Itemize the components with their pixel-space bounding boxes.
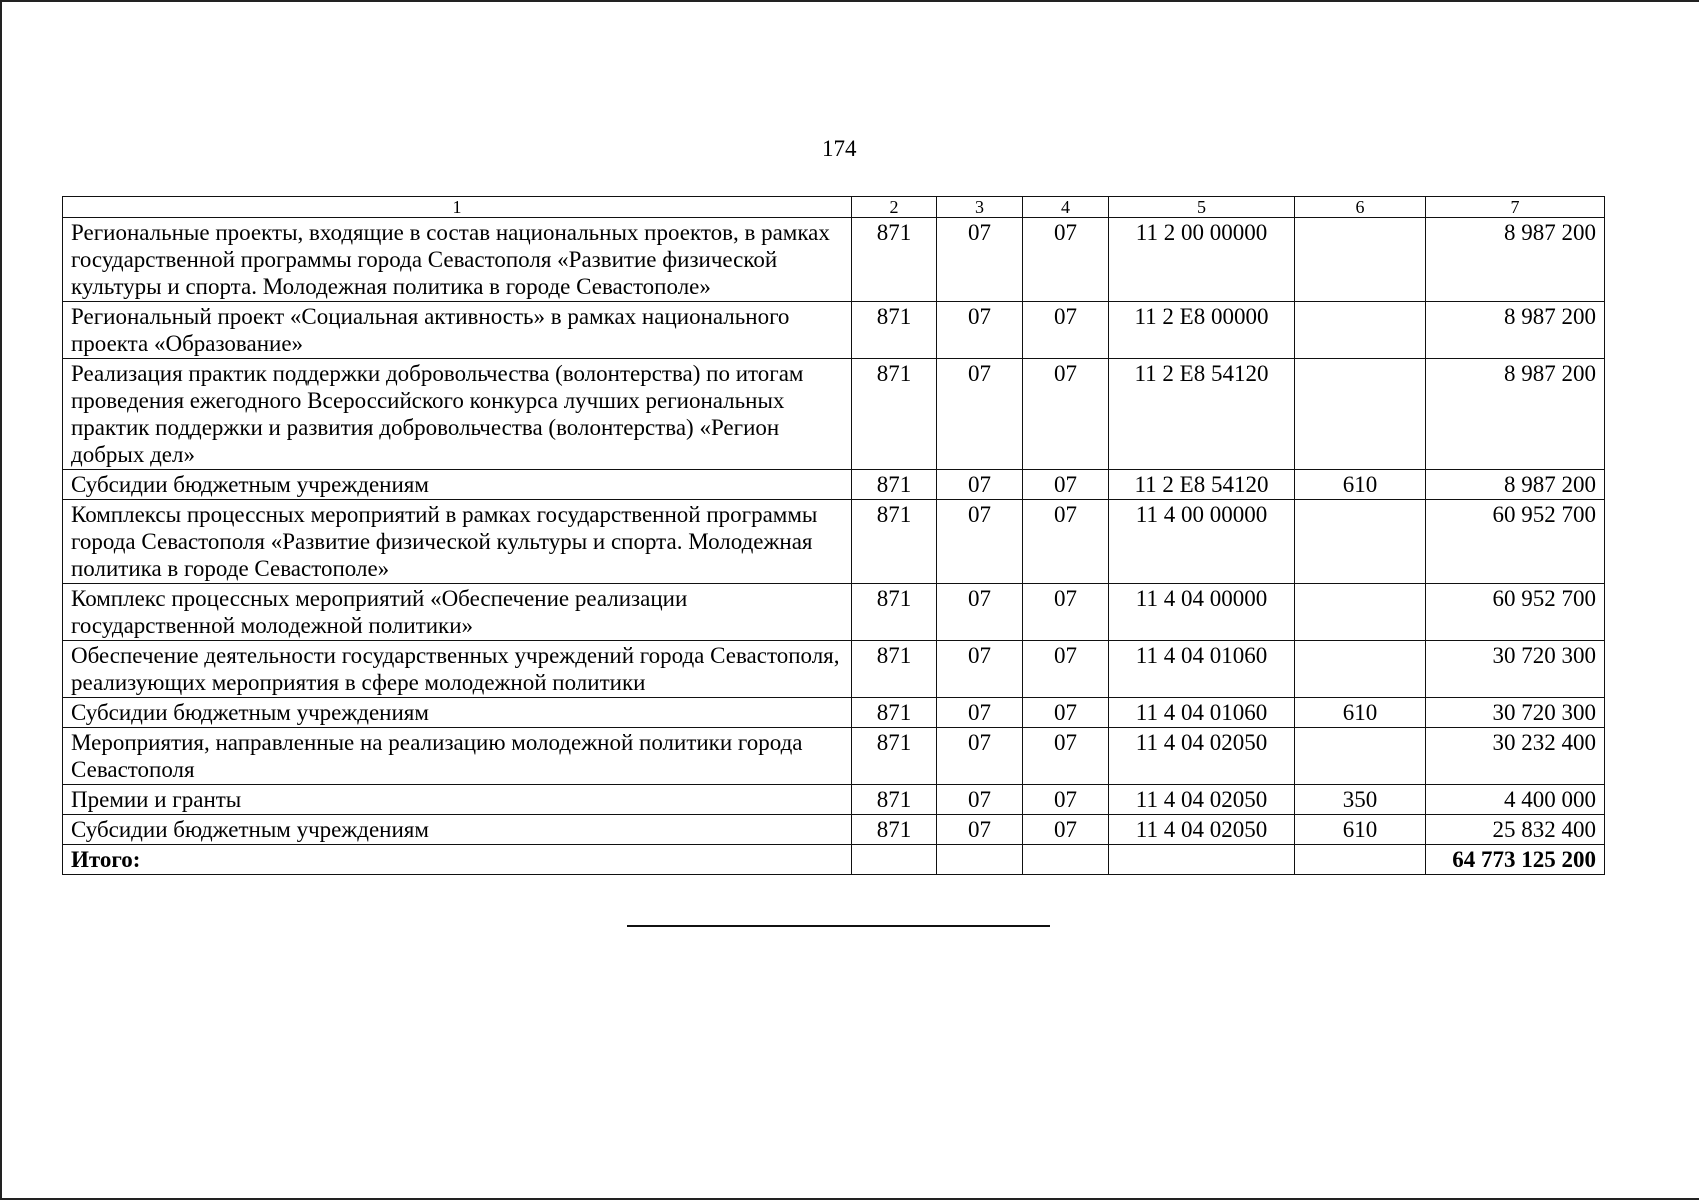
column-header: 7 [1426,197,1605,218]
section-code: 07 [937,785,1023,815]
row-name: Региональный проект «Социальная активность» в рамках национального проекта «Образование» [63,302,852,359]
section-code: 07 [937,359,1023,470]
subsection-code: 07 [1023,470,1109,500]
ministry-code: 871 [852,641,937,698]
ministry-code: 871 [852,470,937,500]
amount: 30 720 300 [1426,698,1605,728]
target-article-code: 11 2 E8 54120 [1109,470,1295,500]
target-article-code: 11 4 04 00000 [1109,584,1295,641]
amount: 8 987 200 [1426,218,1605,302]
section-code: 07 [937,815,1023,845]
table-row [63,815,1605,845]
target-article-code: 11 2 00 00000 [1109,218,1295,302]
target-article-code: 11 4 04 02050 [1109,815,1295,845]
subsection-code: 07 [1023,641,1109,698]
subsection-code: 07 [1023,815,1109,845]
table-row [63,359,1605,470]
subsection-code: 07 [1023,698,1109,728]
target-article-code: 11 4 00 00000 [1109,500,1295,584]
table-row [63,470,1605,500]
table-row [63,728,1605,785]
subsection-code: 07 [1023,302,1109,359]
section-code: 07 [937,470,1023,500]
amount: 8 987 200 [1426,302,1605,359]
expense-type-code [1295,359,1426,470]
subsection-code: 07 [1023,785,1109,815]
row-name: Региональные проекты, входящие в состав национальных проектов, в рамках государственной программы города Севастополя «Развитие физической культуры и спорта. Молодежная политика в городе Севастополе» [63,218,852,302]
amount: 4 400 000 [1426,785,1605,815]
budget-table [62,196,1605,875]
row-name: Комплекс процессных мероприятий «Обеспечение реализации государственной молодежной политики» [63,584,852,641]
ministry-code: 871 [852,698,937,728]
amount: 60 952 700 [1426,500,1605,584]
page-number: 174 [822,136,857,161]
section-code: 07 [937,584,1023,641]
ministry-code: 871 [852,785,937,815]
expense-type-code [1295,302,1426,359]
table-row [63,218,1605,302]
subsection-code: 07 [1023,500,1109,584]
amount: 25 832 400 [1426,815,1605,845]
expense-type-code [1295,641,1426,698]
ministry-code: 871 [852,584,937,641]
row-name: Обеспечение деятельности государственных учреждений города Севастополя, реализующих мероприятия в сфере молодежной политики [63,641,852,698]
expense-type-code: 610 [1295,815,1426,845]
row-name: Субсидии бюджетным учреждениям [63,815,852,845]
expense-type-code: 350 [1295,785,1426,815]
target-article-code: 11 2 E8 00000 [1109,302,1295,359]
total-amount: 64 773 125 200 [1426,845,1605,875]
amount: 60 952 700 [1426,584,1605,641]
empty-cell [852,845,937,875]
ministry-code: 871 [852,815,937,845]
ministry-code: 871 [852,359,937,470]
target-article-code: 11 4 04 01060 [1109,698,1295,728]
table-row [63,698,1605,728]
amount: 8 987 200 [1426,470,1605,500]
ministry-code: 871 [852,728,937,785]
section-code: 07 [937,698,1023,728]
expense-type-code [1295,584,1426,641]
empty-cell [1023,845,1109,875]
row-name: Мероприятия, направленные на реализацию молодежной политики города Севастополя [63,728,852,785]
expense-type-code: 610 [1295,698,1426,728]
subsection-code: 07 [1023,218,1109,302]
expense-type-code [1295,500,1426,584]
table-row [63,785,1605,815]
table-row [63,584,1605,641]
empty-cell [1109,845,1295,875]
table-row [63,641,1605,698]
amount: 8 987 200 [1426,359,1605,470]
row-name: Субсидии бюджетным учреждениям [63,470,852,500]
target-article-code: 11 4 04 02050 [1109,785,1295,815]
total-row [63,845,1605,875]
column-number-row [63,197,1605,218]
target-article-code: 11 4 04 02050 [1109,728,1295,785]
column-header: 2 [852,197,937,218]
row-name: Премии и гранты [63,785,852,815]
section-code: 07 [937,218,1023,302]
column-header: 5 [1109,197,1295,218]
section-code: 07 [937,728,1023,785]
target-article-code: 11 2 E8 54120 [1109,359,1295,470]
total-label: Итого: [63,845,852,875]
end-divider-line [627,925,1050,927]
section-code: 07 [937,302,1023,359]
ministry-code: 871 [852,302,937,359]
column-header: 3 [937,197,1023,218]
ministry-code: 871 [852,500,937,584]
row-name: Субсидии бюджетным учреждениям [63,698,852,728]
expense-type-code [1295,728,1426,785]
subsection-code: 07 [1023,728,1109,785]
column-header: 6 [1295,197,1426,218]
amount: 30 232 400 [1426,728,1605,785]
table-row [63,500,1605,584]
column-header: 1 [63,197,852,218]
section-code: 07 [937,641,1023,698]
empty-cell [937,845,1023,875]
subsection-code: 07 [1023,584,1109,641]
row-name: Реализация практик поддержки добровольчества (волонтерства) по итогам проведения ежегодного Всероссийского конкурса лучших региональных практик поддержки и развития добровольчества (волонтерства) «Регион добрых дел» [63,359,852,470]
table-row [63,302,1605,359]
expense-type-code: 610 [1295,470,1426,500]
empty-cell [1295,845,1426,875]
amount: 30 720 300 [1426,641,1605,698]
column-header: 4 [1023,197,1109,218]
target-article-code: 11 4 04 01060 [1109,641,1295,698]
subsection-code: 07 [1023,359,1109,470]
ministry-code: 871 [852,218,937,302]
row-name: Комплексы процессных мероприятий в рамках государственной программы города Севастополя «Развитие физической культуры и спорта. Молодежная политика в городе Севастополе» [63,500,852,584]
section-code: 07 [937,500,1023,584]
expense-type-code [1295,218,1426,302]
